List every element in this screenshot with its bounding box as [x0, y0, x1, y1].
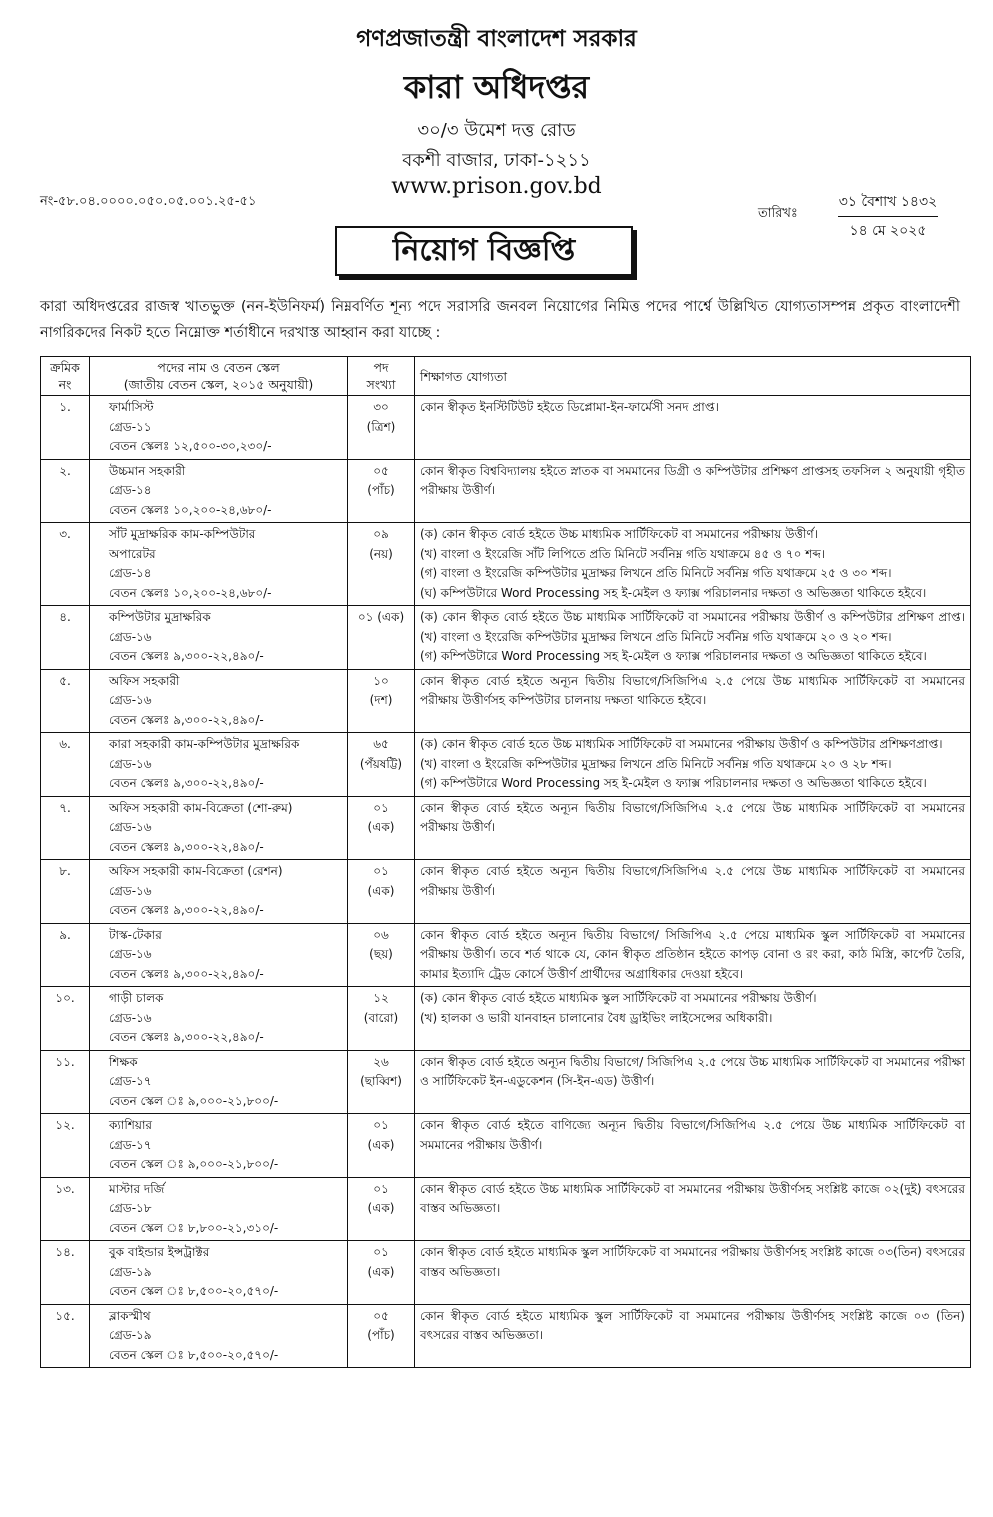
table-body — [41, 396, 971, 1368]
qualification-text: (খ) বাংলা ও ইংরেজি সাঁট লিপিতে প্রতি মিনিটে সর্বনিম্ন গতি যথাক্রমে ৪৫ ও ৭০ শব্দ। — [420, 546, 826, 561]
post-name: ব্লাকস্মীথ — [109, 1308, 151, 1323]
post-count: ০৯ — [373, 527, 389, 541]
post-grade: গ্রেড-১৬ — [109, 756, 152, 771]
post-count-cell — [348, 606, 415, 670]
address-line-2: বকশী বাজার, ঢাকা-১২১১ — [402, 150, 591, 171]
post-grade: গ্রেড-১৯ — [109, 1328, 152, 1342]
website: www.prison.gov.bd — [391, 174, 602, 199]
post-count-words: (ছয়) — [369, 947, 393, 961]
date-gregorian: ১৪ মে ২০২৫ — [849, 223, 927, 239]
post-count-cell — [348, 669, 415, 733]
post-count: ২৬ — [373, 1054, 389, 1069]
intro-paragraph: কারা অধিদপ্তরের রাজস্ব খাতভুক্ত (নন-ইউনিফর্ম) নিম্নবর্ণিত শূন্য পদে সরাসরি জনবল নিয়োগের নিমিত্ত পদের পার্শ্বে উল্লিখিত যোগ্যতাসম্পন্ন প্রকৃত বাংলাদেশী নাগরিকদের নিকট হতে নিম্নোক্ত শর্তাধীনে দরখাস্ত আহ্বান করা যাচ্ছে : — [40, 299, 960, 341]
post-count-cell — [348, 523, 415, 606]
serial-cell: ১৩. — [41, 1177, 90, 1241]
qualification-text: কোন স্বীকৃত বোর্ড হইতে উচ্চ মাধ্যমিক সার্টিফিকেট বা সমমানের পরীক্ষায় উত্তীর্ণসহ সংশ্লিষ্ট কাজে ০২(দুই) বৎসরের বাস্তব অভিজ্ঞতা। — [420, 1181, 965, 1215]
table-row — [41, 733, 971, 797]
serial-cell: ৩. — [41, 523, 90, 606]
table-row — [41, 1304, 971, 1368]
pay-scale: বেতন স্কেলঃ ৯,৩০০-২২,৪৯০/- — [109, 1030, 264, 1044]
qualification-cell — [415, 606, 971, 670]
pay-scale: বেতন স্কেলঃ ৯,৩০০-২২,৪৯০/- — [109, 712, 264, 727]
pay-scale: বেতন স্কেল ঃ ৮,৮০০-২১,৩১০/- — [109, 1220, 279, 1235]
qualification-cell — [415, 733, 971, 797]
qualification-cell — [415, 1114, 971, 1178]
serial-cell: ৮. — [41, 860, 90, 924]
post-count-words: (নয়) — [369, 546, 393, 561]
qualification-cell — [415, 923, 971, 987]
post-name: অপারেটর — [109, 546, 156, 561]
post-count: ৬৫ — [373, 737, 389, 751]
table-row — [41, 860, 971, 924]
table-row — [41, 396, 971, 460]
post-name: গাড়ী চালক — [109, 991, 164, 1005]
post-name: অফিস সহকারী কাম-বিক্রেতা (রেশন) — [109, 864, 283, 878]
post-count-words: (এক) — [367, 1137, 395, 1152]
post-count-cell — [348, 923, 415, 987]
table-row — [41, 1241, 971, 1305]
memo-number: নং-৫৮.০৪.০০০০.০৫০.০৫.০০১.২৫-৫১ — [40, 194, 257, 209]
pay-scale: বেতন স্কেলঃ ৯,৩০০-২২,৪৯০/- — [109, 776, 264, 790]
qualification-cell — [415, 796, 971, 860]
table-row — [41, 1050, 971, 1114]
qualification-cell — [415, 396, 971, 460]
qualification-text: কোন স্বীকৃত বোর্ড হইতে মাধ্যমিক স্কুল সার্টিফিকেট বা সমমানের পরীক্ষায় উত্তীর্ণসহ সংশ্লিষ্ট কাজে ০৩(তিন) বৎসরের বাস্তব অভিজ্ঞতা। — [420, 1245, 965, 1279]
post-count: ১০ — [373, 673, 389, 688]
serial-cell: ১২. — [41, 1114, 90, 1178]
post-count-words: (বারো) — [363, 1010, 399, 1025]
post-count: ০১ — [373, 1181, 389, 1196]
pay-scale: বেতন স্কেল ঃ ৮,৫০০-২০,৫৭০/- — [109, 1347, 279, 1362]
pay-scale: বেতন স্কেল ঃ ৮,৫০০-২০,৫৭০/- — [109, 1284, 279, 1298]
serial-cell: ১১. — [41, 1050, 90, 1114]
post-grade: গ্রেড-১৬ — [109, 629, 152, 644]
table-row — [41, 669, 971, 733]
header-serial: ক্রমিক নং — [41, 357, 90, 396]
post-count-words: (পঁয়ষট্টি) — [359, 756, 403, 771]
post-cell — [90, 396, 348, 460]
post-name: ফার্মাসিস্ট — [109, 400, 154, 414]
post-count-cell — [348, 987, 415, 1051]
serial-cell: ১৫. — [41, 1304, 90, 1368]
post-count-cell — [348, 1114, 415, 1178]
post-grade: গ্রেড-১৬ — [109, 820, 152, 834]
post-grade: গ্রেড-১৪ — [109, 566, 152, 580]
post-count-words: (এক) — [367, 883, 395, 898]
pay-scale: বেতন স্কেলঃ ১০,২০০-২৪,৬৮০/- — [109, 585, 272, 600]
serial-cell: ৫. — [41, 669, 90, 733]
post-count: ০১ — [373, 864, 389, 878]
table-row — [41, 796, 971, 860]
pay-scale: বেতন স্কেলঃ ৯,৩০০-২২,৪৯০/- — [109, 649, 264, 663]
qualification-text: (খ) বাংলা ও ইংরেজি কম্পিউটার মুদ্রাক্ষর লিখনে প্রতি মিনিটে সর্বনিম্ন গতি যথাক্রমে ২০ ও ২৮ শব্দ। — [420, 756, 892, 771]
post-count-cell — [348, 860, 415, 924]
post-count: ০১ — [373, 1118, 389, 1132]
post-grade: গ্রেড-১৬ — [109, 693, 152, 707]
post-name: কম্পিউটার মুদ্রাক্ষরিক — [109, 610, 211, 624]
post-count-cell — [348, 1177, 415, 1241]
pay-scale: বেতন স্কেলঃ ৯,৩০০-২২,৪৯০/- — [109, 903, 264, 917]
qualification-text: (গ) বাংলা ও ইংরেজি কম্পিউটার মুদ্রাক্ষর লিখনে প্রতি মিনিটে সর্বনিম্ন গতি যথাক্রমে ২৫ ও ৩০ শব্দ। — [420, 566, 892, 580]
qualification-text: (গ) কম্পিউটারে Word Processing সহ ই-মেইল ও ফ্যাক্স পরিচালনার দক্ষতা ও অভিজ্ঞতা থাকিতে হইবে। — [420, 649, 927, 663]
table-row — [41, 1114, 971, 1178]
post-count: ০৫ — [373, 1308, 389, 1323]
post-count-words: (দশ) — [369, 693, 393, 707]
qualification-text: কোন স্বীকৃত বোর্ড হইতে অন্যূন দ্বিতীয় বিভাগে/সিজিপিএ ২.৫ পেয়ে উচ্চ মাধ্যমিক সার্টিফিকেট বা সমমানের পরীক্ষায় উত্তীর্ণসহ কম্পিউটার চালনায় দক্ষতা থাকিতে হইবে। — [420, 673, 965, 707]
qualification-text: কোন স্বীকৃত ইনস্টিটিউট হইতে ডিপ্লোমা-ইন-ফার্মেসী সনদ প্রাপ্ত। — [420, 400, 719, 414]
post-grade: গ্রেড-১৬ — [109, 947, 152, 961]
post-cell — [90, 606, 348, 670]
table-header-row — [41, 357, 971, 396]
post-count: ৩০ — [373, 400, 389, 414]
pay-scale: বেতন স্কেলঃ ৯,৩০০-২২,৪৯০/- — [109, 966, 264, 981]
post-cell — [90, 459, 348, 523]
post-name: শিক্ষক — [109, 1054, 138, 1069]
post-count-cell — [348, 396, 415, 460]
post-count-words: (এক) — [367, 820, 395, 834]
post-count-words: (পাঁচ) — [367, 1328, 395, 1342]
post-name: উচ্চমান সহকারী — [109, 463, 186, 478]
post-cell — [90, 669, 348, 733]
serial-cell: ২. — [41, 459, 90, 523]
qualification-text: কোন স্বীকৃত বোর্ড হইতে মাধ্যমিক স্কুল সার্টিফিকেট বা সমমানের পরীক্ষায় উত্তীর্ণসহ সংশ্লিষ্ট কাজে ০৩ (তিন) বৎসরের বাস্তব অভিজ্ঞতা। — [420, 1308, 965, 1342]
title-box — [335, 226, 633, 276]
notice-title: নিয়োগ বিজ্ঞপ্তি — [392, 233, 576, 268]
post-count: ০১ (এক) — [357, 610, 405, 624]
table-row — [41, 459, 971, 523]
post-grade: গ্রেড-১১ — [109, 419, 152, 434]
vacancy-table — [40, 356, 971, 1368]
post-count: ১২ — [373, 991, 389, 1005]
post-cell — [90, 987, 348, 1051]
post-grade: গ্রেড-১৯ — [109, 1264, 152, 1279]
post-count-cell — [348, 796, 415, 860]
qualification-cell — [415, 987, 971, 1051]
government-name: গণপ্রজাতন্ত্রী বাংলাদেশ সরকার — [356, 26, 637, 52]
qualification-text: (ক) কোন স্বীকৃত বোর্ড হইতে মাধ্যমিক স্কুল সার্টিফিকেট বা সমমানের পরীক্ষায় উত্তীর্ণ। — [420, 991, 817, 1005]
table-row — [41, 606, 971, 670]
post-count-words: (পাঁচ) — [367, 483, 395, 497]
post-count-words: (এক) — [367, 1264, 395, 1279]
pay-scale: বেতন স্কেলঃ ৯,৩০০-২২,৪৯০/- — [109, 839, 264, 854]
serial-cell: ৯. — [41, 923, 90, 987]
qualification-cell — [415, 1241, 971, 1305]
post-count: ০৫ — [373, 463, 389, 478]
pay-scale: বেতন স্কেল ঃ ৯,০০০-২১,৮০০/- — [109, 1093, 279, 1108]
post-name: ক্যাশিয়ার — [109, 1118, 153, 1132]
pay-scale: বেতন স্কেল ঃ ৯,০০০-২১,৮০০/- — [109, 1157, 279, 1171]
post-count-cell — [348, 733, 415, 797]
post-grade: গ্রেড-১৮ — [109, 1201, 152, 1215]
post-count-words: (ত্রিশ) — [366, 419, 396, 434]
table-row — [41, 923, 971, 987]
qualification-text: (ক) কোন স্বীকৃত বোর্ড হইতে উচ্চ মাধ্যমিক সার্টিফিকেট বা সমমানের পরীক্ষায় উত্তীর্ণ ও কম্পিউটার প্রশিক্ষণ প্রাপ্ত। (খ) বাংলা ও ইংরেজি কম্পিউটার মুদ্রাক্ষর লিখনে প্রতি মিনিটে সর্বনিম্ন গতি যথাক্রমে ২০ ও ২০ শব্দ। — [420, 610, 965, 644]
serial-cell: ১৪. — [41, 1241, 90, 1305]
post-grade: গ্রেড-১৬ — [109, 1010, 152, 1025]
qualification-text: কোন স্বীকৃত বোর্ড হইতে বাণিজ্যে অন্যূন দ্বিতীয় বিভাগে/সিজিপিএ ২.৫ পেয়ে উচ্চ মাধ্যমিক সার্টিফিকেট বা সমমানের পরীক্ষায় উত্তীর্ণ। — [420, 1118, 965, 1152]
qualification-cell — [415, 1177, 971, 1241]
table-row — [41, 1177, 971, 1241]
post-name: টাস্ক-টেকার — [109, 927, 162, 942]
post-cell — [90, 860, 348, 924]
post-cell — [90, 1050, 348, 1114]
serial-cell: ১০. — [41, 987, 90, 1051]
qualification-text: (ক) কোন স্বীকৃত বোর্ড হতে উচ্চ মাধ্যমিক সার্টিফিকেট বা সমমানের পরীক্ষায় উত্তীর্ণ ও কম্পিউটার প্রশিক্ষণপ্রাপ্ত। — [420, 737, 943, 751]
qualification-cell — [415, 860, 971, 924]
post-name: কারা সহকারী কাম-কম্পিউটার মুদ্রাক্ষরিক — [109, 737, 300, 751]
pay-scale: বেতন স্কেলঃ ১০,২০০-২৪,৬৮০/- — [109, 502, 272, 517]
post-name: অফিস সহকারী কাম-বিক্রেতা (শো-রুম) — [109, 800, 293, 815]
address-line-1: ৩০/৩ উমেশ দত্ত রোড — [417, 120, 576, 141]
post-cell — [90, 1241, 348, 1305]
qualification-text: (খ) হালকা ও ভারী যানবাহন চালানোর বৈধ ড্রাইভিং লাইসেন্সের অধিকারী। — [420, 1010, 773, 1025]
qualification-cell — [415, 1050, 971, 1114]
post-cell — [90, 1304, 348, 1368]
qualification-text: কোন স্বীকৃত বোর্ড হইতে অন্যূন দ্বিতীয় বিভাগে/ সিজিপিএ ২.৫ পেয়ে মাধ্যমিক স্কুল সার্টিফিকেট বা সমমানের পরীক্ষায় উত্তীর্ণ। তবে শর্ত থাকে যে, কোন স্বীকৃত প্রতিষ্ঠান হইতে কাপড় বোনা ও রং করা, কাঠ মিস্ত্রি, কার্পেট তৈরি, কামার ইত্যাদি ট্রেড কোর্সে উত্তীর্ণ প্রার্থীদের অগ্রাধিকার দেওয়া হইবে। — [420, 927, 965, 981]
post-name: অফিস সহকারী — [109, 673, 180, 688]
serial-cell: ৬. — [41, 733, 90, 797]
post-name: মাস্টার দর্জি — [109, 1181, 165, 1196]
post-count-cell — [348, 1304, 415, 1368]
post-grade: গ্রেড-১৪ — [109, 483, 152, 497]
post-cell — [90, 923, 348, 987]
post-count-cell — [348, 1241, 415, 1305]
serial-cell: ১. — [41, 396, 90, 460]
post-cell — [90, 733, 348, 797]
post-count-words: (ছাব্বিশ) — [360, 1074, 402, 1088]
qualification-text: (গ) কম্পিউটারে Word Processing সহ ই-মেইল ও ফ্যাক্স পরিচালনার দক্ষতা ও অভিজ্ঞতা থাকিতে হইবে। — [420, 776, 927, 790]
post-count: ০১ — [373, 800, 389, 815]
post-cell — [90, 1114, 348, 1178]
qualification-text: কোন স্বীকৃত বোর্ড হইতে অন্যূন দ্বিতীয় বিভাগে/সিজিপিএ ২.৫ পেয়ে উচ্চ মাধ্যমিক সার্টিফিকেট বা সমমানের পরীক্ষায় উত্তীর্ণ। — [420, 864, 965, 898]
post-cell — [90, 1177, 348, 1241]
post-grade: গ্রেড-১৬ — [109, 883, 152, 898]
qualification-cell — [415, 669, 971, 733]
table-row — [41, 523, 971, 606]
serial-cell: ৭. — [41, 796, 90, 860]
post-grade: গ্রেড-১৭ — [109, 1074, 152, 1088]
table-row — [41, 987, 971, 1051]
header-count: পদ সংখ্যা — [348, 357, 415, 396]
qualification-cell — [415, 523, 971, 606]
qualification-text: কোন স্বীকৃত বোর্ড হইতে অন্যূন দ্বিতীয় বিভাগে/সিজিপিএ ২.৫ পেয়ে উচ্চ মাধ্যমিক সার্টিফিকেট বা সমমানের পরীক্ষায় উত্তীর্ণ। — [420, 800, 965, 834]
serial-cell: ৪. — [41, 606, 90, 670]
qualification-text: (ঘ) কম্পিউটারে Word Processing সহ ই-মেইল ও ফ্যাক্স পরিচালনার দক্ষতা ও অভিজ্ঞতা থাকিতে হইবে। — [420, 585, 927, 600]
post-cell — [90, 523, 348, 606]
qualification-cell — [415, 1304, 971, 1368]
post-name: বুক বাইন্ডার ইন্সট্রাক্টর — [109, 1245, 210, 1259]
pay-scale: বেতন স্কেলঃ ১২,৫০০-৩০,২৩০/- — [109, 439, 272, 453]
date-bengali-calendar: ৩১ বৈশাখ ১৪৩২ — [838, 190, 938, 217]
post-count-cell — [348, 1050, 415, 1114]
header-post: পদের নাম ও বেতন স্কেল (জাতীয় বেতন স্কেল, ২০১৫ অনুযায়ী) — [90, 357, 348, 396]
post-grade: গ্রেড-১৭ — [109, 1137, 152, 1152]
date-label: তারিখঃ — [758, 206, 798, 221]
qualification-text: কোন স্বীকৃত বিশ্ববিদ্যালয় হইতে স্নাতক বা সমমানের ডিগ্রী ও কম্পিউটার প্রশিক্ষণ প্রাপ্তসহ তফসিল ২ অনুযায়ী গৃহীত পরীক্ষায় উত্তীর্ণ। — [420, 463, 965, 497]
qualification-text: কোন স্বীকৃত বোর্ড হইতে অন্যূন দ্বিতীয় বিভাগে/ সিজিপিএ ২.৫ পেয়ে উচ্চ মাধ্যমিক সার্টিফিকেট বা সমমানের পরীক্ষা ও সার্টিফিকেট ইন-এডুকেশন (সি-ইন-এড) উত্তীর্ণ। — [420, 1054, 965, 1088]
post-count: ০৬ — [373, 927, 389, 942]
post-count: ০১ — [373, 1245, 389, 1259]
post-cell — [90, 796, 348, 860]
post-count-words: (এক) — [367, 1201, 395, 1215]
header-qualification: শিক্ষাগত যোগ্যতা — [415, 357, 971, 396]
department-name: কারা অধিদপ্তর — [403, 68, 590, 106]
post-name: সাঁট মুদ্রাক্ষরিক কাম-কম্পিউটার — [109, 527, 256, 541]
qualification-cell — [415, 459, 971, 523]
post-count-cell — [348, 459, 415, 523]
qualification-text: (ক) কোন স্বীকৃত বোর্ড হইতে উচ্চ মাধ্যমিক সার্টিফিকেট বা সমমানের পরীক্ষায় উত্তীর্ণ। — [420, 527, 818, 541]
